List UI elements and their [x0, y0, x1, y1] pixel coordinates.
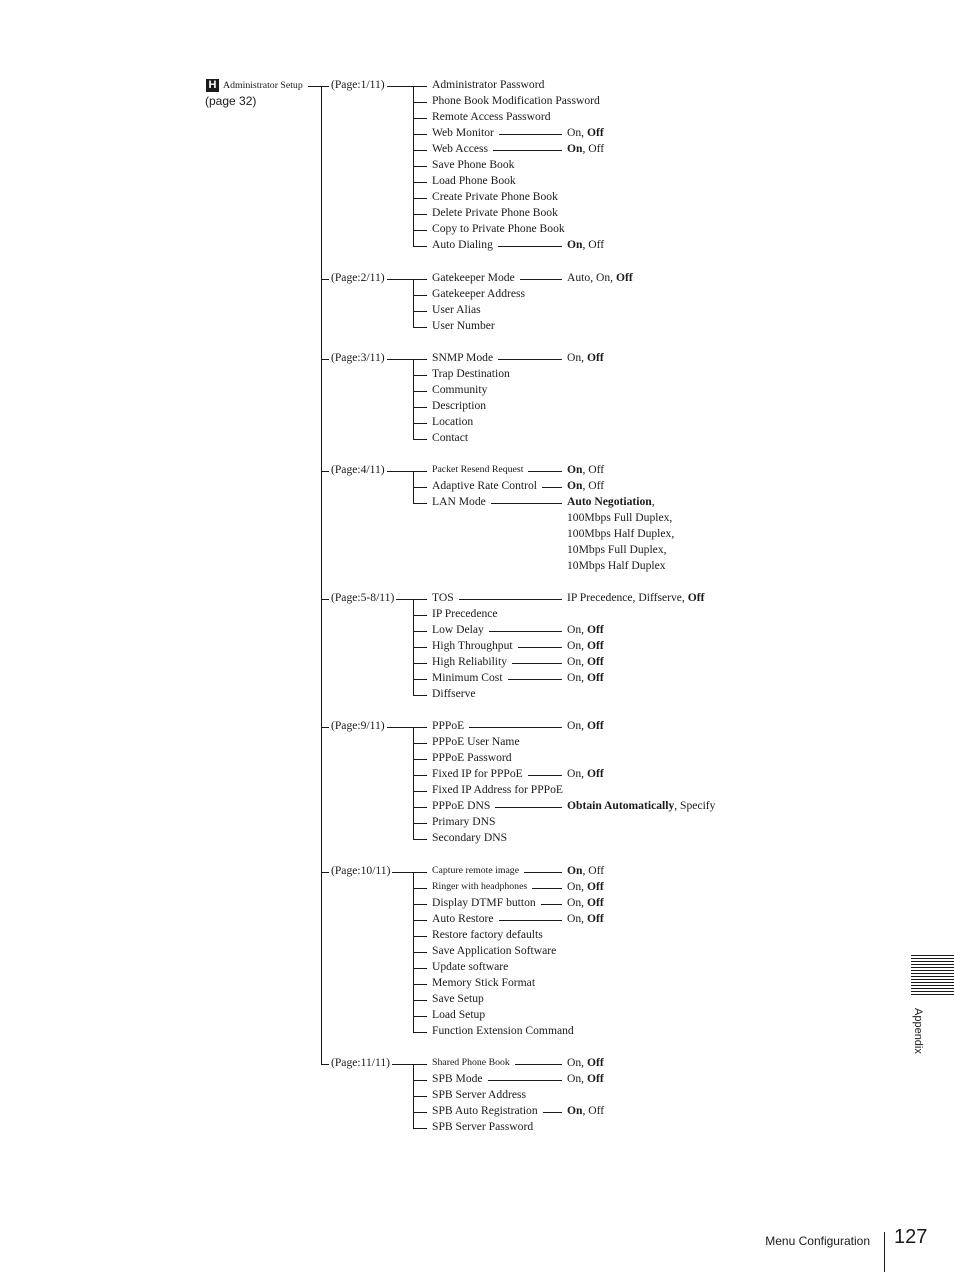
menu-item-label: SPB Mode [432, 1072, 483, 1085]
item-branch [413, 888, 427, 889]
menu-item-option-continued: 100Mbps Full Duplex, [567, 511, 673, 524]
menu-item-options [567, 1056, 604, 1070]
option-default: Off [586, 912, 604, 925]
option-connector [528, 471, 562, 472]
menu-item-label: SPB Server Password [432, 1120, 534, 1133]
option-connector [491, 503, 562, 504]
item-branch [413, 1064, 427, 1065]
item-branch [413, 936, 427, 937]
group-branch-line [413, 86, 414, 246]
item-branch [413, 423, 427, 424]
menu-item-label: Capture remote image [432, 865, 520, 876]
menu-item-label: Copy to Private Phone Book [432, 222, 565, 235]
root-connector [308, 86, 322, 87]
option-default: Off [586, 1056, 604, 1069]
option-connector [532, 888, 562, 889]
menu-item-label: Save Phone Book [432, 158, 515, 171]
option-value: On, [567, 719, 587, 732]
option-value: On, [567, 351, 587, 364]
item-branch [413, 1016, 427, 1017]
item-branch [413, 759, 427, 760]
option-value: On, [567, 767, 587, 780]
item-branch [413, 839, 427, 840]
option-value: Auto, On, [567, 271, 616, 284]
item-branch [413, 118, 427, 119]
option-connector [528, 775, 562, 776]
menu-item-label: Remote Access Password [432, 110, 551, 123]
option-connector [508, 679, 562, 680]
page-group-label: (Page:10/11) [331, 864, 391, 877]
menu-item-label: Delete Private Phone Book [432, 206, 558, 219]
section-h-badge: H [206, 79, 219, 92]
option-value: , Off [582, 142, 605, 155]
menu-item-label: Auto Restore [432, 912, 494, 925]
menu-item-label: Low Delay [432, 623, 484, 636]
option-connector [543, 1112, 562, 1113]
menu-item-label: Trap Destination [432, 367, 510, 380]
menu-item-option-continued: 10Mbps Full Duplex, [567, 543, 667, 556]
item-branch [413, 134, 427, 135]
page-number: 127 [894, 1226, 928, 1248]
option-value: On, [567, 896, 587, 909]
option-value: , Off [582, 864, 605, 877]
group-branch-line [413, 727, 414, 839]
page-tick [321, 872, 329, 873]
item-branch [413, 198, 427, 199]
option-default: Off [586, 767, 604, 780]
item-branch [413, 327, 427, 328]
option-value: On, [567, 671, 587, 684]
option-value: , [651, 495, 655, 508]
menu-item-label: Shared Phone Book [432, 1057, 510, 1068]
option-connector [520, 279, 562, 280]
menu-item-options [567, 479, 604, 493]
option-value: , Off [582, 463, 605, 476]
item-branch [413, 984, 427, 985]
item-branch [413, 904, 427, 905]
footer-section-title: Menu Configuration [765, 1234, 870, 1248]
option-connector [524, 872, 562, 873]
option-default: Off [586, 896, 604, 909]
item-branch [413, 86, 427, 87]
menu-item-label: TOS [432, 591, 454, 604]
option-value: On, [567, 655, 587, 668]
option-connector [493, 150, 562, 151]
option-connector [498, 246, 562, 247]
option-value: , Specify [674, 799, 716, 812]
option-connector [512, 663, 562, 664]
menu-item-options [567, 1072, 604, 1086]
page-group-label: (Page:1/11) [331, 78, 385, 91]
menu-item-options [567, 799, 715, 813]
item-branch [413, 375, 427, 376]
menu-item-label: Packet Resend Request [432, 464, 524, 475]
page-tick [321, 359, 329, 360]
option-default: Off [586, 655, 604, 668]
item-branch [413, 695, 427, 696]
footer-divider [884, 1232, 885, 1272]
item-branch [413, 295, 427, 296]
option-default: On [567, 479, 583, 492]
option-default: On [567, 238, 583, 251]
menu-item-label: Display DTMF button [432, 896, 536, 909]
side-tab-label: Appendix [912, 1008, 924, 1054]
item-branch [413, 599, 427, 600]
option-connector [499, 134, 562, 135]
menu-item-label: PPPoE Password [432, 751, 512, 764]
group-branch-line [413, 1064, 414, 1128]
page-tick [321, 599, 329, 600]
menu-item-options [567, 271, 633, 285]
item-branch [413, 439, 427, 440]
item-branch [413, 359, 427, 360]
item-branch [413, 102, 427, 103]
menu-item-options [567, 495, 655, 509]
item-branch [413, 631, 427, 632]
option-value: , Off [582, 238, 605, 251]
item-branch [413, 182, 427, 183]
menu-item-options [567, 639, 604, 653]
section-tab-marker [911, 955, 954, 997]
page-group-label: (Page:2/11) [331, 271, 385, 284]
menu-item-label: Fixed IP Address for PPPoE [432, 783, 563, 796]
item-branch [413, 679, 427, 680]
item-branch [413, 311, 427, 312]
root-title: Administrator Setup [223, 80, 303, 91]
menu-item-label: Save Application Software [432, 944, 557, 957]
page-group-label: (Page:4/11) [331, 463, 385, 476]
menu-item-label: IP Precedence [432, 607, 498, 620]
option-connector [495, 807, 562, 808]
page-tick [321, 86, 329, 87]
menu-item-label: PPPoE [432, 719, 465, 732]
menu-item-label: PPPoE User Name [432, 735, 520, 748]
option-connector [515, 1064, 562, 1065]
option-default: Off [586, 623, 604, 636]
menu-item-options [567, 126, 604, 140]
option-value: On, [567, 1072, 587, 1085]
item-branch [413, 647, 427, 648]
menu-item-label: Memory Stick Format [432, 976, 536, 989]
item-branch [413, 246, 427, 247]
item-branch [413, 1128, 427, 1129]
item-branch [413, 166, 427, 167]
menu-item-label: Create Private Phone Book [432, 190, 558, 203]
menu-item-label: Save Setup [432, 992, 484, 1005]
item-branch [413, 1096, 427, 1097]
item-branch [413, 743, 427, 744]
option-value: On, [567, 639, 587, 652]
menu-item-label: Description [432, 399, 487, 412]
menu-item-label: Contact [432, 431, 469, 444]
menu-item-label: Minimum Cost [432, 671, 503, 684]
menu-item-options [567, 912, 604, 926]
option-connector [488, 1080, 562, 1081]
menu-item-options [567, 463, 604, 477]
item-branch [413, 791, 427, 792]
item-branch [413, 663, 427, 664]
menu-item-label: Function Extension Command [432, 1024, 574, 1037]
option-default: Off [586, 351, 604, 364]
item-branch [413, 1080, 427, 1081]
item-branch [413, 391, 427, 392]
option-value: On, [567, 1056, 587, 1069]
option-default: On [567, 142, 583, 155]
menu-item-label: Diffserve [432, 687, 476, 700]
item-branch [413, 872, 427, 873]
option-default: Off [586, 880, 604, 893]
menu-item-label: SNMP Mode [432, 351, 494, 364]
option-value: On, [567, 126, 587, 139]
page-tick [321, 1064, 329, 1065]
menu-item-label: High Reliability [432, 655, 508, 668]
group-branch-line [413, 599, 414, 695]
option-value: On, [567, 880, 587, 893]
option-default: Off [687, 591, 705, 604]
menu-item-options [567, 896, 604, 910]
menu-item-options [567, 767, 604, 781]
menu-item-options [567, 1104, 604, 1118]
page-group-label: (Page:11/11) [331, 1056, 391, 1069]
menu-item-label: LAN Mode [432, 495, 486, 508]
menu-item-label: High Throughput [432, 639, 513, 652]
option-connector [459, 599, 562, 600]
item-branch [413, 471, 427, 472]
item-branch [413, 1032, 427, 1033]
group-branch-line [413, 872, 414, 1032]
option-value: , Off [582, 1104, 605, 1117]
option-value: On, [567, 623, 587, 636]
item-branch [413, 407, 427, 408]
group-branch-line [413, 471, 414, 503]
group-branch-line [413, 359, 414, 439]
menu-item-label: Auto Dialing [432, 238, 493, 251]
item-branch [413, 1000, 427, 1001]
page-group-label: (Page:5-8/11) [331, 591, 395, 604]
option-default: On [567, 1104, 583, 1117]
menu-item-options [567, 142, 604, 156]
item-branch [413, 952, 427, 953]
page-tick [321, 471, 329, 472]
page-group-label: (Page:3/11) [331, 351, 385, 364]
option-default: Off [586, 126, 604, 139]
menu-item-label: Community [432, 383, 488, 396]
item-branch [413, 487, 427, 488]
page-tick [321, 727, 329, 728]
option-default: Off [586, 1072, 604, 1085]
menu-item-options [567, 880, 604, 894]
menu-item-options [567, 719, 604, 733]
menu-item-options [567, 864, 604, 878]
option-connector [469, 727, 562, 728]
option-connector [518, 647, 562, 648]
option-value: , Off [582, 479, 605, 492]
option-value: On, [567, 912, 587, 925]
menu-item-label: Load Setup [432, 1008, 486, 1021]
menu-item-options [567, 351, 604, 365]
item-branch [413, 775, 427, 776]
item-branch [413, 920, 427, 921]
option-connector [489, 631, 562, 632]
option-connector [499, 920, 562, 921]
option-default: Off [586, 639, 604, 652]
group-branch-line [413, 279, 414, 327]
item-branch [413, 279, 427, 280]
menu-item-label: Web Monitor [432, 126, 494, 139]
item-branch [413, 230, 427, 231]
root-page-ref: (page 32) [205, 94, 257, 108]
option-default: On [567, 864, 583, 877]
menu-item-label: User Alias [432, 303, 481, 316]
option-default: Off [586, 719, 604, 732]
menu-item-label: User Number [432, 319, 495, 332]
page-tick [321, 279, 329, 280]
option-default: On [567, 463, 583, 476]
menu-item-options [567, 623, 604, 637]
item-branch [413, 150, 427, 151]
menu-item-label: Gatekeeper Address [432, 287, 526, 300]
menu-item-label: Load Phone Book [432, 174, 516, 187]
option-connector [541, 904, 562, 905]
menu-item-options [567, 655, 604, 669]
menu-item-label: Web Access [432, 142, 489, 155]
menu-item-label: PPPoE DNS [432, 799, 491, 812]
menu-item-label: Location [432, 415, 474, 428]
menu-item-options [567, 238, 604, 252]
option-default: Off [586, 671, 604, 684]
tree-trunk [321, 86, 322, 1064]
item-branch [413, 968, 427, 969]
item-branch [413, 823, 427, 824]
item-branch [413, 807, 427, 808]
option-default: Off [615, 271, 633, 284]
item-branch [413, 214, 427, 215]
option-value: IP Precedence, Diffserve, [567, 591, 688, 604]
menu-item-label: Phone Book Modification Password [432, 94, 600, 107]
menu-item-label: Restore factory defaults [432, 928, 543, 941]
menu-item-label: SPB Server Address [432, 1088, 527, 1101]
menu-item-label: Primary DNS [432, 815, 496, 828]
menu-item-label: Administrator Password [432, 78, 545, 91]
option-default: Obtain Automatically [567, 799, 675, 812]
option-connector [542, 487, 562, 488]
menu-item-options [567, 591, 704, 605]
item-branch [413, 1112, 427, 1113]
page-group-label: (Page:9/11) [331, 719, 385, 732]
item-branch [413, 503, 427, 504]
option-default: Auto Negotiation [567, 495, 652, 508]
menu-item-label: SPB Auto Registration [432, 1104, 538, 1117]
menu-item-label: Secondary DNS [432, 831, 508, 844]
menu-item-option-continued: 100Mbps Half Duplex, [567, 527, 675, 540]
menu-item-label: Update software [432, 960, 509, 973]
menu-item-label: Gatekeeper Mode [432, 271, 515, 284]
item-branch [413, 615, 427, 616]
menu-item-option-continued: 10Mbps Half Duplex [567, 559, 666, 572]
menu-item-label: Adaptive Rate Control [432, 479, 537, 492]
menu-item-options [567, 671, 604, 685]
menu-item-label: Fixed IP for PPPoE [432, 767, 523, 780]
menu-item-label: Ringer with headphones [432, 881, 528, 892]
item-branch [413, 727, 427, 728]
option-connector [498, 359, 562, 360]
